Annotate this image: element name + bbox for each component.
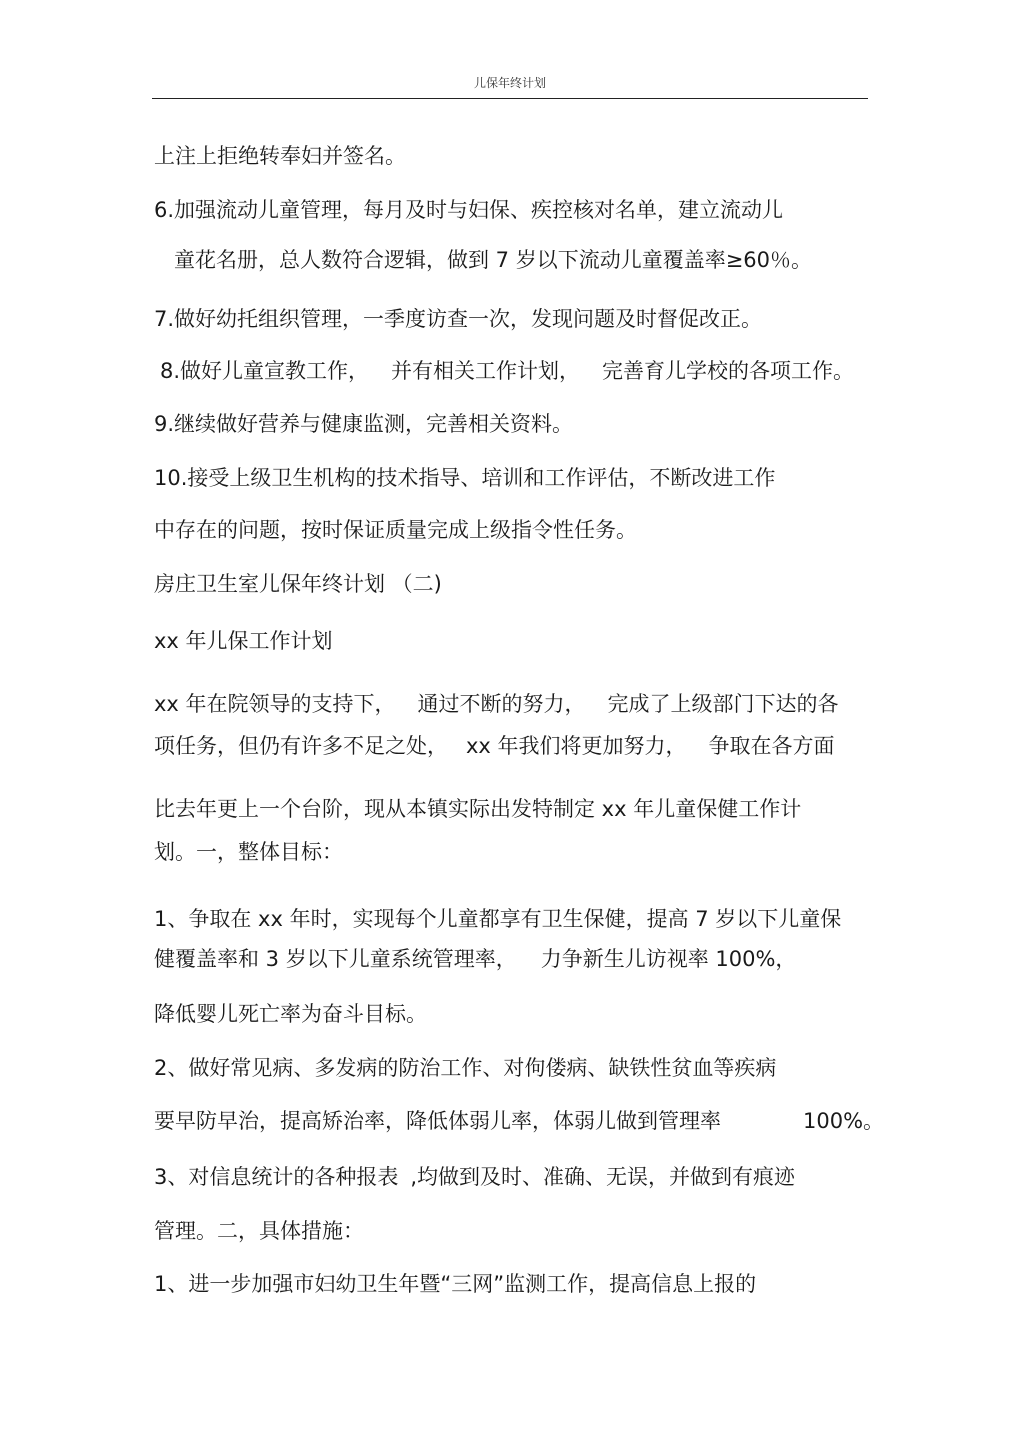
text-line: 10.接受上级卫生机构的技术指导、培训和工作评估，不断改进工作: [154, 466, 776, 490]
text-segment: ,均做到及时、准确、无误，并做到有痕迹: [410, 1165, 796, 1189]
text-line: 划。一，整体目标：: [154, 840, 343, 864]
text-line: [154, 732, 835, 760]
text-segment: xx 年我们将更加努力，: [466, 734, 687, 758]
text-segment: 通过不断的努力，: [417, 692, 586, 716]
text-segment: 完善育儿学校的各项工作。: [602, 359, 855, 383]
text-line: 管理。二，具体措施：: [154, 1219, 364, 1243]
text-line: [154, 690, 839, 718]
text-line: 比去年更上一个台阶，现从本镇实际出发特制定 xx 年儿童保健工作计: [154, 797, 802, 821]
text-line: 9.继续做好营养与健康监测，完善相关资料。: [154, 412, 574, 436]
section-heading: xx 年儿保工作计划: [154, 629, 333, 653]
text-segment: 争取在各方面: [708, 734, 835, 758]
text-line: 要早防早治，提高矫治率，降低体弱儿率，体弱儿做到管理率: [154, 1109, 721, 1133]
text-line: 1、进一步加强市妇幼卫生年暨“三网”监测工作，提高信息上报的: [154, 1272, 757, 1296]
text-line: 中存在的问题，按时保证质量完成上级指令性任务。: [154, 518, 637, 542]
page-header: 儿保年终计划: [473, 76, 546, 90]
text-line: 童花名册，总人数符合逻辑，做到 7 岁以下流动儿童覆盖率≥60％。: [174, 248, 813, 272]
section-heading: 房庄卫生室儿保年终计划 （二): [154, 572, 442, 596]
text-segment: 3、对信息统计的各种报表: [154, 1165, 399, 1189]
text-line: [160, 357, 854, 385]
text-segment: 并有相关工作计划，: [391, 359, 581, 383]
text-segment: 8.做好儿童宣教工作，: [160, 359, 370, 383]
text-segment: 项任务，但仍有许多不足之处，: [154, 734, 448, 758]
text-line: 2、做好常见病、多发病的防治工作、对佝偻病、缺铁性贫血等疾病: [154, 1056, 777, 1080]
text-segment: 完成了上级部门下达的各: [607, 692, 839, 716]
text-line: 降低婴儿死亡率为奋斗目标。: [154, 1002, 427, 1026]
text-segment: 健覆盖率和 3 岁以下儿童系统管理率，: [154, 947, 517, 971]
text-line: 6.加强流动儿童管理，每月及时与妇保、疾控核对名单，建立流动儿: [154, 198, 784, 222]
text-line: [154, 945, 796, 973]
text-line: 1、争取在 xx 年时，实现每个儿童都享有卫生保健，提高 7 岁以下儿童保: [154, 907, 842, 931]
text-line: 100%。: [803, 1109, 885, 1133]
header-divider: [152, 98, 868, 99]
text-segment: 力争新生儿访视率 100%，: [540, 947, 797, 971]
text-line: 7.做好幼托组织管理，一季度访查一次，发现问题及时督促改正。: [154, 307, 763, 331]
text-line: 上注上拒绝转奉妇并签名。: [154, 144, 406, 168]
text-segment: xx 年在院领导的支持下，: [154, 692, 396, 716]
text-line: [154, 1163, 795, 1191]
